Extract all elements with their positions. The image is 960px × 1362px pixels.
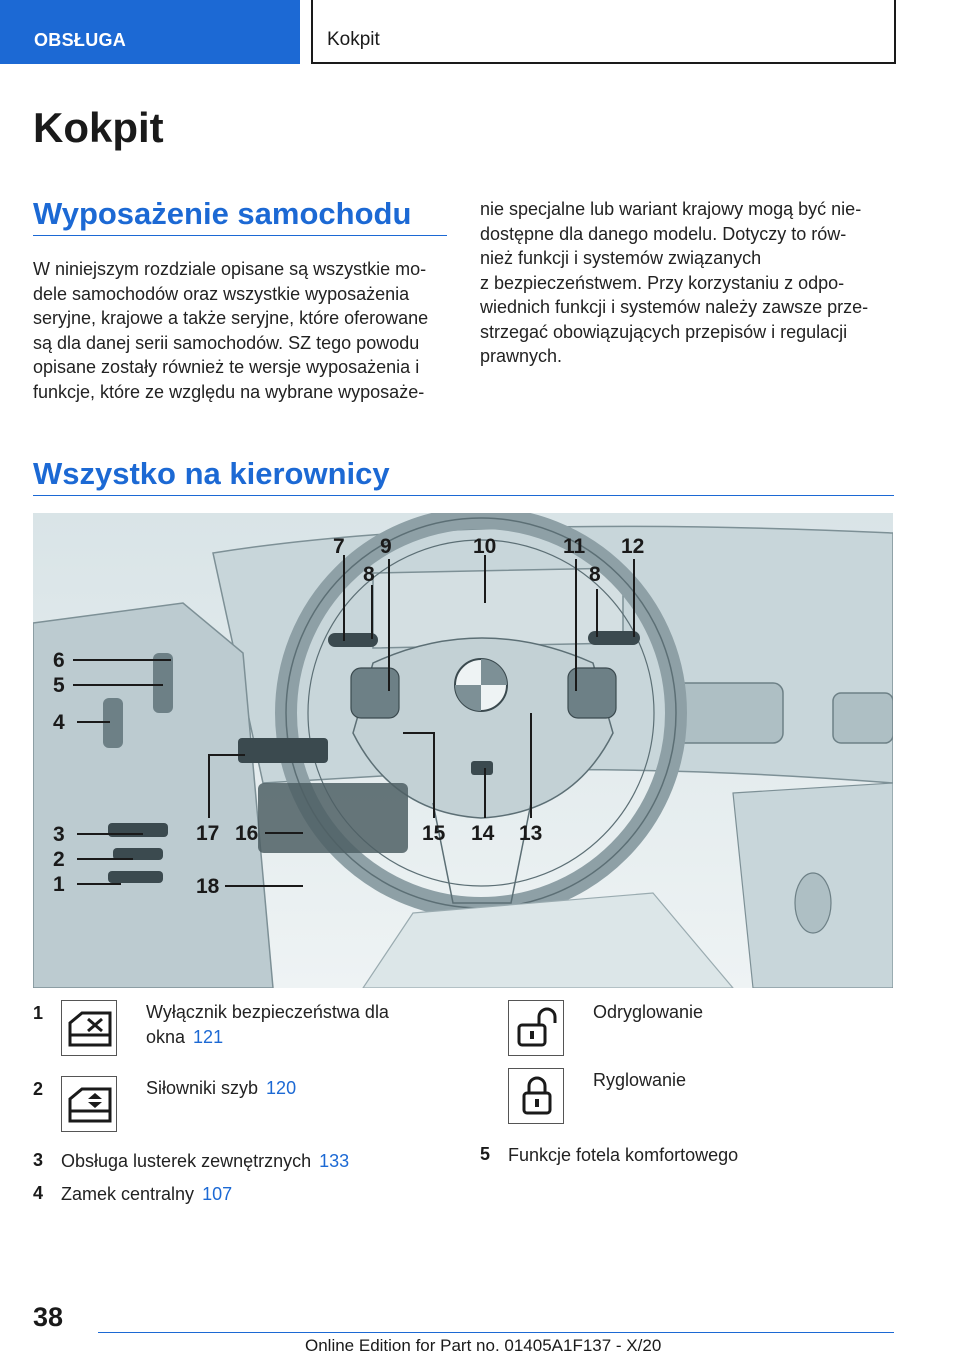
text-line: seryjne, krajowe a także seryjne, które oferowane	[33, 308, 429, 328]
callout-4: 4	[53, 711, 65, 734]
legend-text-line: Obsługa lusterek zewnętrznych	[61, 1151, 312, 1171]
header-section-tab	[0, 0, 300, 64]
callout-8-right: 8	[589, 563, 601, 586]
callout-3: 3	[53, 823, 65, 846]
legend-item-3	[61, 1149, 451, 1174]
text-line: nie specjalne lub wariant krajowy mogą być nie‐	[480, 199, 862, 219]
text-line: wiednich funkcji i systemów należy zawsze prze‐	[480, 297, 869, 317]
callout-11: 11	[563, 535, 586, 558]
header-chapter-box	[311, 0, 896, 64]
legend-item-unlock: Odryglowanie	[593, 1002, 704, 1022]
legend-num-5: 5	[480, 1144, 491, 1164]
text-line: z bezpieczeństwem. Przy korzystaniu z odpo‐	[480, 272, 845, 293]
legend-text-line: Zamek centralny	[61, 1184, 195, 1204]
equipment-heading: Wyposażenie samochodu	[33, 196, 412, 231]
legend-item-5: Funkcje fotela komfortowego	[508, 1145, 739, 1165]
legend-item-2	[146, 1076, 446, 1101]
page-title: Kokpit	[33, 104, 164, 151]
callout-14: 14	[471, 822, 495, 845]
cockpit-illustration	[33, 513, 893, 988]
equipment-text-col2	[480, 197, 900, 369]
callout-8-left: 8	[363, 563, 375, 586]
text-line: W niniejszym rozdziale opisane są wszystkie mo‐	[33, 259, 427, 279]
text-line: nież funkcji i systemów związanych	[480, 248, 762, 268]
text-line: są dla danej serii samochodów. SZ tego powodu	[33, 332, 420, 353]
page-number: 38	[33, 1302, 64, 1332]
callout-6: 6	[53, 649, 65, 672]
page-reference-link[interactable]: 121	[193, 1027, 224, 1047]
callout-7: 7	[333, 535, 345, 558]
text-line: funkcje, które ze względu na wybrane wyposaże‐	[33, 381, 425, 402]
unlock-icon	[508, 1000, 564, 1056]
page-reference-link[interactable]: 133	[319, 1151, 350, 1171]
text-line: dele samochodów oraz wszystkie wyposażenia	[33, 283, 410, 304]
power-window-icon	[61, 1076, 117, 1132]
cockpit-drawing	[33, 513, 893, 988]
callout-12: 12	[621, 535, 645, 558]
equipment-text-col1	[33, 257, 453, 404]
callout-2: 2	[53, 848, 65, 871]
legend-num-1: 1	[33, 1003, 44, 1023]
legend-item-4	[61, 1182, 451, 1207]
legend-text-line: okna	[146, 1027, 186, 1047]
page-reference-link[interactable]: 107	[202, 1184, 233, 1204]
legend-item-lock: Ryglowanie	[593, 1070, 687, 1090]
legend-num-2: 2	[33, 1079, 44, 1099]
header-section-label: OBSŁUGA	[34, 30, 127, 50]
legend-text-line: Siłowniki szyb	[146, 1078, 259, 1098]
equipment-heading-rule	[33, 235, 447, 236]
steering-heading-rule	[33, 495, 894, 496]
text-line: strzegać obowiązujących przepisów i regulacji	[480, 321, 848, 342]
legend-num-4: 4	[33, 1183, 44, 1203]
lock-icon	[508, 1068, 564, 1124]
legend-num-3: 3	[33, 1150, 44, 1170]
steering-heading: Wszystko na kierownicy	[33, 456, 390, 491]
text-line: prawnych.	[480, 346, 563, 366]
callout-18: 18	[196, 875, 220, 898]
callout-10: 10	[473, 535, 497, 558]
callout-17: 17	[196, 822, 220, 845]
callout-13: 13	[519, 822, 543, 845]
legend-item-1	[146, 1000, 446, 1050]
callout-16: 16	[235, 822, 259, 845]
callout-1: 1	[53, 873, 65, 896]
footer-rule	[98, 1332, 894, 1333]
page-reference-link[interactable]: 120	[266, 1078, 297, 1098]
header-chapter-label: Kokpit	[327, 29, 380, 50]
legend-text-line: Wyłącznik bezpieczeństwa dla	[146, 1002, 389, 1022]
text-line: dostępne dla danego modelu. Dotyczy to rów‐	[480, 223, 847, 244]
callout-9: 9	[380, 535, 392, 558]
footer-edition: Online Edition for Part no. 01405A1F137 - X/20	[305, 1336, 662, 1355]
callout-15: 15	[422, 822, 446, 845]
window-safety-switch-icon	[61, 1000, 117, 1056]
callout-5: 5	[53, 674, 65, 697]
text-line: opisane zostały również te wersje wyposażenia i	[33, 357, 420, 377]
